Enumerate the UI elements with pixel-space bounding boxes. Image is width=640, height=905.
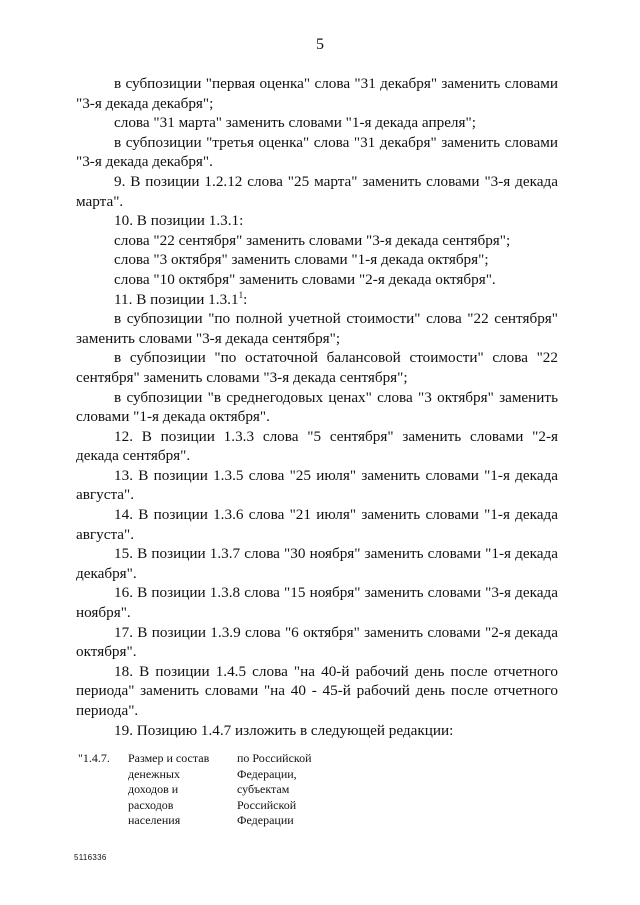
paragraph: в субпозиции "по остаточной балансовой стоимости" слова "22 сентября" заменить словами "3-я декада сентября"; (76, 349, 558, 386)
paragraph: в субпозиции "по полной учетной стоимости" слова "22 сентября" заменить словами "3-я декада сентября"; (76, 310, 558, 347)
position-name-line: денежных (128, 766, 180, 781)
position-name-line: доходов и (128, 782, 179, 796)
paragraph: 17. В позиции 1.3.9 слова "6 октября" заменить словами "2-я декада октября". (76, 623, 558, 661)
position-name-line: населения (128, 813, 181, 827)
paragraph: слова "10 октября" заменить словами "2-я декада октября". (114, 270, 496, 288)
paragraph: 14. В позиции 1.3.6 слова "21 июля" заменить словами "1-я декада августа". (76, 506, 558, 543)
document-body (76, 74, 558, 740)
position-scope-line: Российской (237, 797, 297, 812)
position-table (78, 751, 357, 829)
position-scope-line: по Российской (237, 751, 312, 765)
paragraph-tail: : (243, 290, 248, 308)
paragraph-text: 11. В позиции 1.3.1 (114, 290, 239, 308)
superscript: 1 (238, 289, 244, 300)
paragraph: слова "22 сентября" заменить словами "3-я декада сентября"; (114, 231, 511, 249)
position-name-line: расходов (128, 797, 174, 812)
paragraph: в субпозиции "первая оценка" слова "31 декабря" заменить словами "3-я декада декабря"; (76, 75, 558, 112)
paragraph: 13. В позиции 1.3.5 слова "25 июля" заменить словами "1-я декада августа". (76, 466, 558, 504)
paragraph: слова "3 октября" заменить словами "1-я декада октября"; (114, 251, 489, 269)
paragraph: 9. В позиции 1.2.12 слова "25 марта" заменить словами "3-я декада марта". (76, 172, 558, 210)
position-name (128, 751, 237, 829)
position-scope-line: субъектам (237, 782, 290, 796)
paragraph: 19. Позицию 1.4.7 изложить в следующей редакции: (114, 721, 454, 739)
paragraph: слова "31 марта" заменить словами "1-я декада апреля"; (114, 114, 476, 132)
document-code: 5116336 (74, 853, 107, 862)
page-number: 5 (316, 36, 324, 53)
position-code: "1.4.7. (78, 751, 110, 765)
paragraph: 10. В позиции 1.3.1: (114, 212, 244, 230)
position-scope (237, 751, 357, 829)
paragraph: 15. В позиции 1.3.7 слова "30 ноября" заменить словами "1-я декада декабря". (76, 545, 558, 582)
paragraph: 16. В позиции 1.3.8 слова "15 ноября" заменить словами "3-я декада ноября". (76, 584, 558, 622)
position-scope-line: Федерации, (237, 766, 297, 781)
position-scope-line: Федерации (237, 813, 294, 827)
paragraph (76, 290, 558, 310)
paragraph: в субпозиции "третья оценка" слова "31 декабря" заменить словами "3-я декада декабря". (76, 133, 558, 171)
paragraph: 18. В позиции 1.4.5 слова "на 40-й рабочий день после отчетного периода" заменить словами "на 40 - 45-й рабочий день после отчетного периода". (76, 662, 558, 719)
paragraph: 12. В позиции 1.3.3 слова "5 сентября" заменить словами "2-я декада сентября". (76, 427, 558, 465)
position-name-line: Размер и состав (128, 751, 210, 765)
paragraph: в субпозиции "в среднегодовых ценах" слова "3 октября" заменить словами "1-я декада октября". (76, 388, 558, 426)
